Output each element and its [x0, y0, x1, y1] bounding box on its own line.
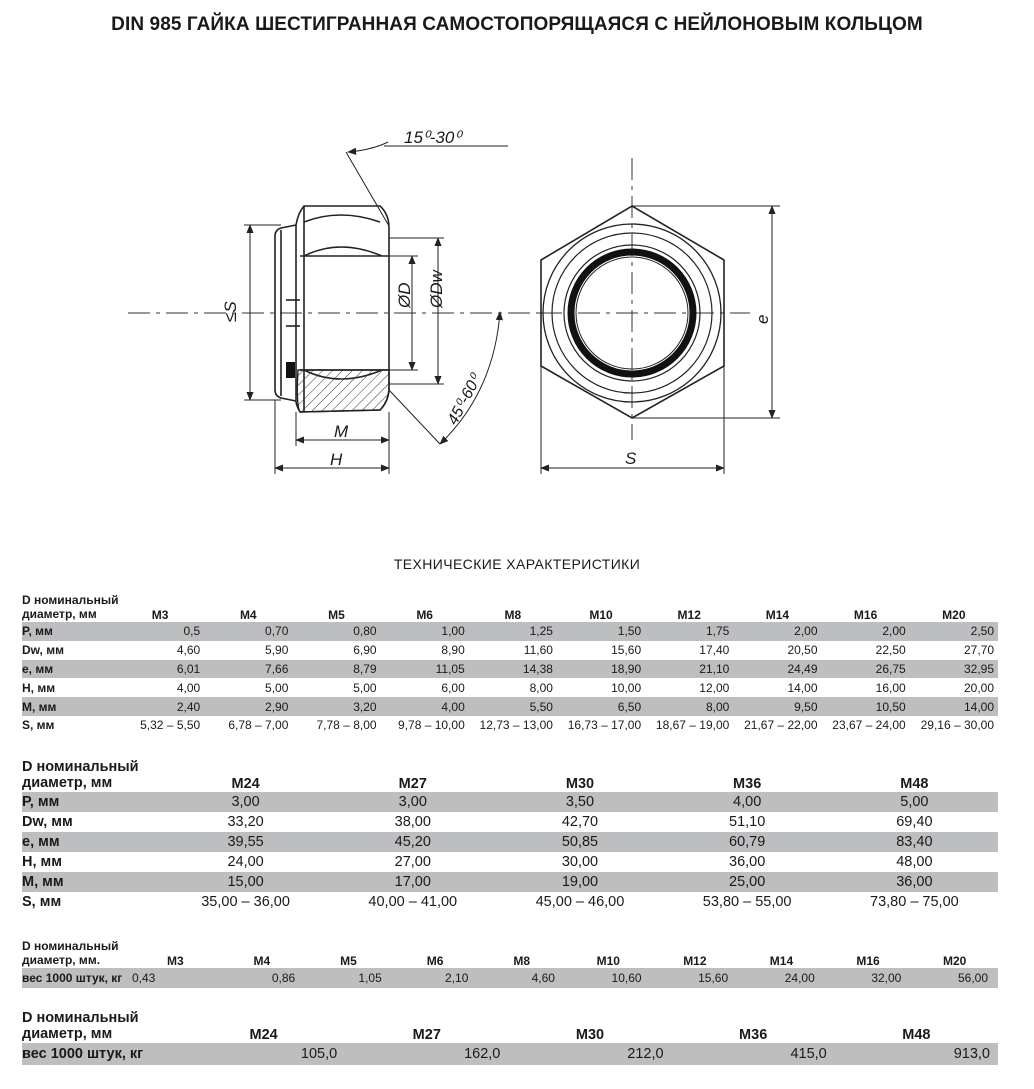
- cell: 0,80: [292, 622, 380, 641]
- cell: 38,00: [394, 814, 431, 830]
- column-header: M4: [239, 608, 257, 622]
- column-header: M30: [565, 776, 595, 792]
- row-label: S, мм: [22, 894, 62, 910]
- cell: 5,32 – 5,50: [140, 718, 201, 733]
- table-row: [22, 892, 998, 912]
- table-header-row: [22, 752, 998, 792]
- row-label: S, мм: [22, 718, 55, 733]
- cell: 69,40: [896, 814, 933, 830]
- cell: 16,73 – 17,00: [567, 718, 642, 733]
- cell: 73,80 – 75,00: [870, 894, 959, 910]
- row-label: e, мм: [22, 660, 116, 679]
- cell: 45,00 – 46,00: [535, 894, 625, 910]
- section-hatch: [297, 370, 389, 412]
- row-label: M, мм: [22, 872, 162, 892]
- cell: 5,00: [353, 680, 377, 695]
- column-header: M10: [589, 608, 613, 622]
- spec-table-large: [22, 752, 998, 912]
- cell: 11,05: [381, 660, 469, 679]
- cell: 7,66: [204, 660, 292, 679]
- column-header: M8: [513, 954, 530, 968]
- label-h: H: [330, 450, 343, 469]
- table-row: [22, 832, 998, 852]
- column-header: M20: [942, 608, 966, 622]
- table-row: [22, 968, 998, 988]
- cell: 5,90: [265, 643, 289, 658]
- column-header: M3: [166, 954, 184, 968]
- cell: 6,78 – 7,00: [228, 718, 289, 733]
- cell: 30,00: [561, 854, 599, 870]
- nylon-ring-section: [286, 362, 295, 378]
- table-row: [22, 660, 998, 679]
- label-angle-bottom: 45⁰-60⁰: [444, 372, 485, 428]
- side-dimensions: [244, 142, 508, 474]
- cell: 48,00: [896, 854, 933, 870]
- cell: 6,00: [441, 680, 465, 695]
- cell: 9,78 – 10,00: [398, 718, 465, 733]
- column-header: M4: [253, 954, 271, 968]
- cell: 1,05: [305, 968, 392, 988]
- cell: 4,00: [664, 792, 831, 812]
- weight-table-small: [22, 934, 998, 988]
- cell: 1,25: [469, 622, 557, 641]
- cell: 6,50: [557, 697, 645, 716]
- row-label: P, мм: [22, 792, 162, 812]
- column-header: M10: [596, 954, 620, 968]
- cell: 3,50: [496, 792, 663, 812]
- cell: 83,40: [831, 832, 998, 852]
- cell: 9,50: [733, 697, 821, 716]
- header-label: D номинальный диаметр, мм.: [22, 939, 119, 968]
- column-header: M6: [426, 954, 444, 968]
- column-header: M20: [943, 954, 967, 968]
- label-angle-top: 15⁰-30⁰: [404, 128, 462, 147]
- cell: 2,40: [116, 697, 204, 716]
- cell: 105,0: [182, 1043, 345, 1065]
- cell: 10,00: [611, 680, 642, 695]
- table-header-row: [22, 588, 998, 622]
- cell: 16,00: [875, 680, 906, 695]
- column-header: M24: [231, 776, 260, 792]
- cell: 3,20: [292, 697, 380, 716]
- cell: 7,78 – 8,00: [316, 718, 377, 733]
- cell: 0,5: [116, 622, 204, 641]
- cell: 27,00: [394, 854, 431, 870]
- column-header: M48: [900, 776, 929, 792]
- table-row: [22, 852, 998, 872]
- spec-table-small: [22, 588, 998, 735]
- cell: 20,50: [787, 643, 818, 658]
- table-row: [22, 678, 998, 697]
- cell: 17,00: [329, 872, 496, 892]
- cell: 36,00: [729, 854, 766, 870]
- label-s-front: S: [625, 449, 637, 468]
- row-label: H, мм: [22, 854, 62, 870]
- cell: 1,75: [645, 622, 733, 641]
- label-m: M: [334, 422, 349, 441]
- cell: 8,79: [292, 660, 380, 679]
- nut-technical-drawing: [0, 0, 1034, 530]
- cell: 19,00: [496, 872, 663, 892]
- cell: 15,00: [162, 872, 329, 892]
- cell: 21,10: [645, 660, 733, 679]
- header-label: D номинальный диаметр, мм: [22, 758, 139, 792]
- column-header: M16: [853, 608, 878, 622]
- cell: 1,00: [381, 622, 469, 641]
- cell: 45,20: [329, 832, 496, 852]
- cell: 2,50: [910, 622, 998, 641]
- cell: 18,90: [557, 660, 645, 679]
- cell: 21,67 – 22,00: [744, 718, 818, 733]
- cell: 14,00: [787, 680, 818, 695]
- cell: 24,49: [733, 660, 821, 679]
- column-header: M27: [412, 1027, 441, 1043]
- label-e: e: [753, 314, 772, 324]
- column-header: M30: [575, 1027, 605, 1043]
- cell: 15,60: [611, 643, 642, 658]
- cell: 2,00: [733, 622, 821, 641]
- cell: 162,0: [345, 1043, 508, 1065]
- table-row: [22, 792, 998, 812]
- cell: 415,0: [672, 1043, 835, 1065]
- row-label: Dw, мм: [22, 643, 64, 658]
- cell: 6,90: [353, 643, 377, 658]
- table-row: [22, 622, 998, 641]
- column-header: M12: [677, 608, 701, 622]
- cell: 18,67 – 19,00: [655, 718, 730, 733]
- cell: 8,00: [645, 697, 733, 716]
- column-header: M5: [340, 954, 357, 968]
- cell: 5,50: [469, 697, 557, 716]
- cell: 32,00: [825, 968, 912, 988]
- cell: 53,80 – 55,00: [702, 894, 792, 910]
- row-label: e, мм: [22, 832, 162, 852]
- row-label: вес 1000 штук, кг: [22, 968, 132, 988]
- cell: 4,60: [478, 968, 565, 988]
- cell: 39,55: [162, 832, 329, 852]
- weight-table-large: [22, 1005, 998, 1065]
- column-header: M6: [416, 608, 433, 622]
- column-header: M5: [328, 608, 345, 622]
- column-header: M14: [765, 608, 790, 622]
- cell: 5,00: [831, 792, 998, 812]
- cell: 4,00: [176, 680, 201, 695]
- cell: 35,00 – 36,00: [201, 894, 290, 910]
- table-header-row: [22, 1005, 998, 1043]
- column-header: M27: [398, 776, 427, 792]
- cell: 60,79: [664, 832, 831, 852]
- cell: 2,00: [822, 622, 910, 641]
- column-header: M16: [856, 954, 880, 968]
- cell: 12,00: [699, 680, 730, 695]
- label-s-side: ≤S: [221, 301, 240, 322]
- table-row: [22, 641, 998, 660]
- cell: 24,00: [227, 854, 264, 870]
- cell: 36,00: [831, 872, 998, 892]
- table-row: [22, 716, 998, 735]
- column-header: M24: [249, 1027, 278, 1043]
- table-row: [22, 1043, 998, 1065]
- cell: 6,01: [116, 660, 204, 679]
- cell: 17,40: [699, 643, 730, 658]
- cell: 1,50: [557, 622, 645, 641]
- column-header: M36: [733, 776, 762, 792]
- cell: 0,43: [132, 968, 219, 988]
- cell: 20,00: [963, 680, 994, 695]
- row-label: Dw, мм: [22, 814, 73, 830]
- cell: 5,00: [265, 680, 289, 695]
- cell: 29,16 – 30,00: [920, 718, 994, 733]
- row-label: P, мм: [22, 622, 116, 641]
- page-title: DIN 985 ГАЙКА ШЕСТИГРАННАЯ САМОСТОПОРЯЩАЯСЯ С НЕЙЛОНОВЫМ КОЛЬЦОМ: [111, 14, 923, 35]
- cell: 11,60: [523, 643, 553, 658]
- cell: 32,95: [910, 660, 998, 679]
- cell: 3,00: [162, 792, 329, 812]
- column-header: M3: [151, 608, 169, 622]
- cell: 8,00: [529, 680, 553, 695]
- cell: 40,00 – 41,00: [368, 894, 458, 910]
- cell: 24,00: [738, 968, 825, 988]
- section-subtitle: ТЕХНИЧЕСКИЕ ХАРАКТЕРИСТИКИ: [393, 556, 641, 572]
- column-header: M8: [504, 608, 522, 622]
- cell: 26,75: [822, 660, 910, 679]
- table-row: [22, 697, 998, 716]
- column-header: M36: [739, 1027, 768, 1043]
- cell: 2,10: [392, 968, 479, 988]
- cell: 22,50: [875, 643, 906, 658]
- table-header-row: [22, 934, 998, 968]
- row-label: M, мм: [22, 697, 116, 716]
- cell: 12,73 – 13,00: [479, 718, 553, 733]
- column-header: M48: [902, 1027, 931, 1043]
- cell: 15,60: [652, 968, 739, 988]
- cell: 10,60: [565, 968, 652, 988]
- header-label: D номинальный диаметр, мм: [22, 593, 119, 622]
- cell: 33,20: [227, 814, 264, 830]
- label-d: ØD: [395, 282, 414, 308]
- cell: 14,38: [469, 660, 557, 679]
- cell: 42,70: [561, 814, 599, 830]
- header-label: D номинальный диаметр, мм: [22, 1009, 139, 1043]
- table-row: [22, 872, 998, 892]
- cell: 913,0: [835, 1043, 998, 1065]
- cell: 56,00: [911, 968, 998, 988]
- cell: 0,86: [219, 968, 306, 988]
- cell: 10,50: [822, 697, 910, 716]
- cell: 51,10: [729, 814, 766, 830]
- cell: 4,00: [381, 697, 469, 716]
- cell: 14,00: [910, 697, 998, 716]
- column-header: M14: [769, 954, 794, 968]
- table-row: [22, 812, 998, 832]
- row-label: H, мм: [22, 680, 56, 695]
- cell: 25,00: [664, 872, 831, 892]
- cell: 23,67 – 24,00: [832, 718, 906, 733]
- cell: 8,90: [441, 643, 465, 658]
- cell: 2,90: [204, 697, 292, 716]
- cell: 0,70: [204, 622, 292, 641]
- cell: 50,85: [496, 832, 663, 852]
- cell: 3,00: [329, 792, 496, 812]
- column-header: M12: [683, 954, 707, 968]
- cell: 4,60: [176, 643, 201, 658]
- cell: 27,70: [963, 643, 994, 658]
- cell: 212,0: [508, 1043, 671, 1065]
- label-dw: ØDw: [427, 270, 446, 308]
- row-label: вес 1000 штук, кг: [22, 1043, 182, 1065]
